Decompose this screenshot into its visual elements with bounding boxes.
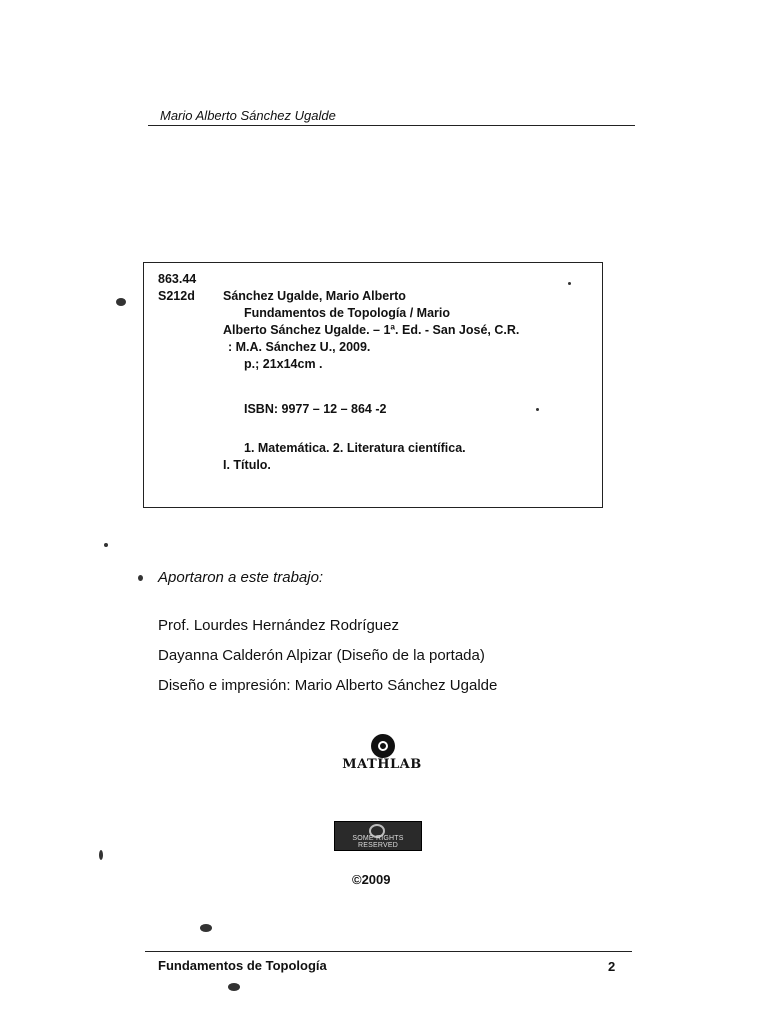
subjects: 1. Matemática. 2. Literatura científica. [244,441,466,455]
main-entry: Sánchez Ugalde, Mario Alberto [223,289,406,303]
header-author: Mario Alberto Sánchez Ugalde [160,108,336,123]
contributor-item: Dayanna Calderón Alpizar (Diseño de la portada) [158,647,485,664]
cutter-number: S212d [158,289,195,303]
scan-speck [536,408,539,411]
title-line-1: Fundamentos de Topología / Mario [244,306,451,320]
mathlab-logo: MATHLAB [342,757,422,772]
scan-speck [200,924,212,932]
physical-description: p.; 21x14cm . [244,357,323,371]
title-line-2: Alberto Sánchez Ugalde. – 1ª. Ed. - San José, C.R. [223,323,520,337]
scan-speck [104,543,108,547]
contributor-item: Prof. Lourdes Hernández Rodríguez [158,617,399,634]
footer-rule [145,951,632,952]
scan-speck [138,575,143,581]
class-number: 863.44 [158,272,197,286]
footer-title: Fundamentos de Topología [158,958,327,973]
scan-speck [116,298,126,306]
rights-badge-text: SOME RIGHTS RESERVED [352,835,404,849]
copyright-notice: ©2009 [352,872,391,887]
contributor-item: Diseño e impresión: Mario Alberto Sánchez Ugalde [158,677,498,694]
scan-speck [99,850,103,860]
title-entry: I. Título. [223,458,271,472]
scan-speck [228,983,240,991]
publisher: : M.A. Sánchez U., 2009. [228,340,371,354]
scan-speck [568,282,571,285]
header-rule [148,125,635,126]
contributors-heading: Aportaron a este trabajo: [158,569,324,586]
page-number: 2 [608,959,616,974]
isbn: ISBN: 9977 – 12 – 864 -2 [244,402,387,416]
mathlab-emblem-icon [371,734,395,758]
rights-badge [334,821,422,851]
cataloging-record [143,262,603,508]
